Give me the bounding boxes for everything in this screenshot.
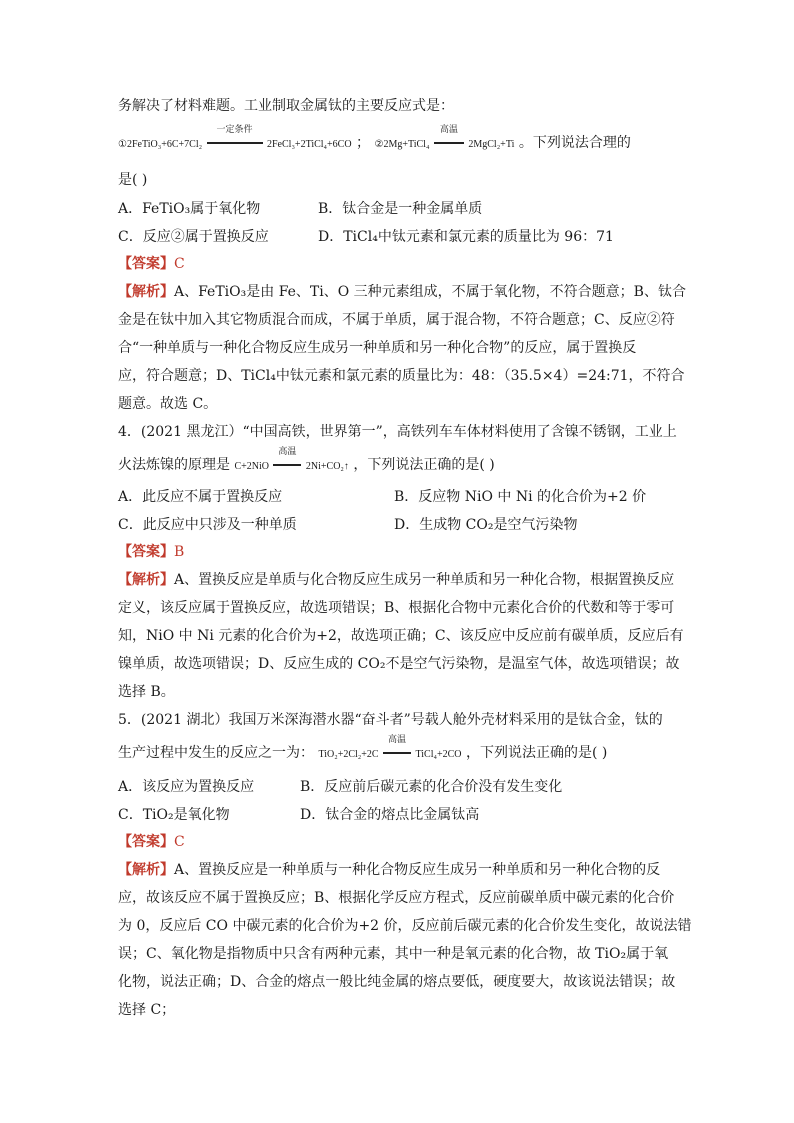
- q5-equation-condition: 高温: [388, 735, 407, 745]
- q4-equation-right: 2Ni+CO₂↑: [305, 461, 349, 472]
- equation-1-left: ①2FeTiO₃+6C+7Cl₂: [118, 139, 203, 150]
- q3-analysis-line: 应，符合题意；D、TiCl₄中钛元素和氯元素的质量比为：48：（35.5×4）=24:71，不符合: [118, 368, 685, 384]
- q4-stem-line-2: [118, 447, 495, 477]
- q3-option-d: D．TiCl₄中钛元素和氯元素的质量比为 96：71: [318, 229, 614, 245]
- analysis-tag: 【解析】: [118, 862, 174, 878]
- q5-option-d: D．钛合金的熔点比金属钛高: [300, 807, 480, 823]
- q5-option-a: A．该反应为置换反应: [118, 779, 255, 795]
- equation-2-arrow: [434, 125, 464, 153]
- equation-2-right: 2MgCl₂+Ti: [468, 139, 515, 150]
- q5-analysis-line: 应，故该反应不属于置换反应；B、根据化学反应方程式，反应前碳单质中碳元素的化合价: [118, 890, 675, 906]
- q3-analysis-line: [118, 282, 686, 302]
- q4-stem-prefix: 火法炼镍的原理是: [118, 457, 230, 473]
- q3-option-b: B．钛合金是一种金属单质: [318, 201, 483, 217]
- equation-2-condition: 高温: [439, 125, 458, 135]
- intro-tail: 。下列说法合理的: [518, 135, 631, 151]
- q5-option-b: B．反应前后碳元素的化合价没有发生变化: [300, 779, 563, 795]
- q4-answer: [118, 542, 184, 562]
- q5-equation-arrow: [383, 735, 411, 763]
- q4-option-a: A．此反应不属于置换反应: [118, 489, 283, 505]
- q5-analysis-line: 选择 C；: [118, 1002, 176, 1018]
- q5-stem-prefix: 生产过程中发生的反应之一为：: [118, 745, 314, 761]
- q4-equation-condition: 高温: [278, 447, 297, 457]
- q5-equation-right: TiCl₄+2CO: [415, 749, 462, 760]
- q4-option-b: B．反应物 NiO 中 Ni 的化合价为+2 价: [394, 489, 647, 505]
- q5-analysis-line: [118, 860, 660, 880]
- q4-analysis-line: [118, 570, 674, 590]
- analysis-text: A、置换反应是单质与化合物反应生成另一种单质和另一种化合物，根据置换反应: [174, 572, 675, 588]
- answer-tag: 【答案】: [118, 256, 174, 272]
- intro-line-3: 是( ): [118, 172, 148, 188]
- q4-analysis-line: 镍单质，故选项错误；D、反应生成的 CO₂不是空气污染物，是温室气体，故选项错误；故: [118, 656, 680, 672]
- q4-analysis-line: 定义，该反应属于置换反应，故选项错误；B、根据化合物中元素化合价的代数和等于零可: [118, 600, 675, 616]
- q3-option-a: A．FeTiO₃属于氧化物: [118, 201, 261, 217]
- intro-line-1: 务解决了材料难题。工业制取金属钛的主要反应式是：: [118, 98, 454, 114]
- q4-analysis-line: 选择 B。: [118, 684, 175, 700]
- answer-tag: 【答案】: [118, 544, 174, 560]
- q4-option-d: D．生成物 CO₂是空气污染物: [394, 517, 578, 533]
- q3-analysis-line: 题意。故选 C。: [118, 396, 218, 412]
- q3-analysis-line: 合“一种单质与一种化合物反应生成另一种单质和另一种化合物”的反应，属于置换反: [118, 340, 637, 356]
- q4-equation-left: C+2NiO: [234, 461, 269, 472]
- q3-option-c: C．反应②属于置换反应: [118, 229, 269, 245]
- answer-value: C: [174, 834, 185, 850]
- analysis-text: A、FeTiO₃是由 Fe、Ti、O 三种元素组成，不属于氧化物，不符合题意；B、钛合: [174, 284, 686, 300]
- answer-value: B: [174, 544, 185, 560]
- equation-2-left: ②2Mg+TiCl₄: [374, 139, 430, 150]
- equation-1-arrow: [207, 125, 263, 153]
- q5-analysis-line: 为 0，反应后 CO 中碳元素的化合价为+2 价，反应前后碳元素的化合价发生变化，故说法错: [118, 918, 692, 934]
- equation-1-right: 2FeCl₃+2TiCl₄+6CO: [267, 139, 352, 150]
- equation-separator: ；: [356, 135, 371, 151]
- q5-analysis-line: 化物，说法正确；D、合金的熔点一般比纯金属的熔点要低，硬度要大，故该说法错误；故: [118, 974, 676, 990]
- q5-equation-left: TiO₂+2Cl₂+2C: [318, 749, 379, 760]
- q3-answer: [118, 254, 185, 274]
- q4-stem-suffix: ，下列说法正确的是( ): [353, 457, 495, 473]
- q5-stem-suffix: ，下列说法正确的是( ): [465, 745, 608, 761]
- analysis-tag: 【解析】: [118, 572, 174, 588]
- answer-value: C: [174, 256, 185, 272]
- analysis-tag: 【解析】: [118, 284, 174, 300]
- answer-tag: 【答案】: [118, 834, 174, 850]
- q4-equation-arrow: [273, 447, 301, 475]
- intro-equation-line: [118, 125, 631, 155]
- q5-stem-line-1: 5．(2021 湖北）我国万米深海潜水器“奋斗者”号载人舱外壳材料采用的是钛合金，钛的: [118, 712, 663, 728]
- q3-analysis-line: 金是在钛中加入其它物质混合而成，不属于单质，属于混合物，不符合题意；C、反应②符: [118, 312, 675, 328]
- q5-option-c: C．TiO₂是氧化物: [118, 807, 230, 823]
- q5-analysis-line: 误；C、氧化物是指物质中只含有两种元素，其中一种是氧元素的化合物，故 TiO₂属于氧: [118, 946, 669, 962]
- q5-answer: [118, 832, 185, 852]
- equation-1-condition: 一定条件: [216, 125, 253, 135]
- q4-option-c: C．此反应中只涉及一种单质: [118, 517, 297, 533]
- analysis-text: A、置换反应是一种单质与一种化合物反应生成另一种单质和另一种化合物的反: [174, 862, 661, 878]
- q4-stem-line-1: 4．(2021 黑龙江）“中国高铁，世界第一”，高铁列车车体材料使用了含镍不锈钢，工业上: [118, 424, 677, 440]
- q4-analysis-line: 知，NiO 中 Ni 元素的化合价为+2，故选项正确；C、该反应中反应前有碳单质，反应后有: [118, 628, 684, 644]
- q5-stem-line-2: [118, 735, 608, 765]
